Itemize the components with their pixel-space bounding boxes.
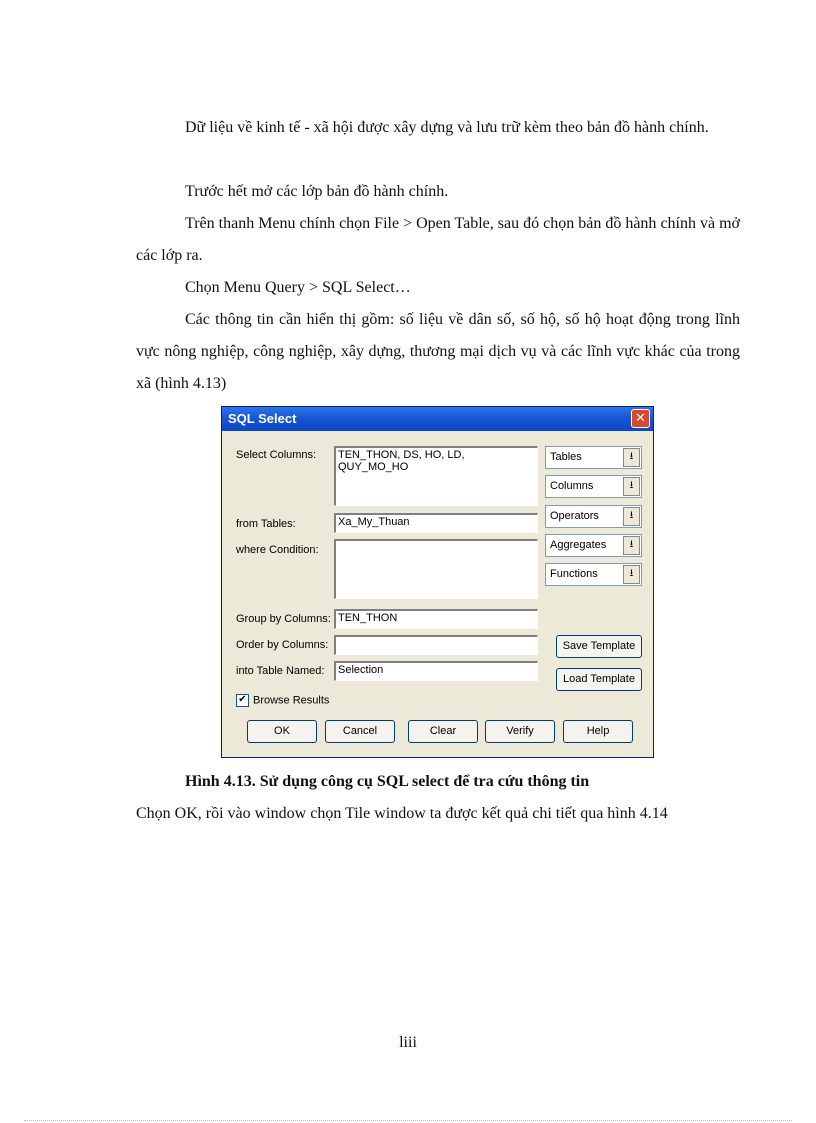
sql-select-dialog (221, 406, 654, 758)
page-bottom-divider (24, 1120, 792, 1121)
group-by-field[interactable]: TEN_THON (334, 609, 538, 629)
browse-results-checkbox[interactable]: ✔ (236, 694, 249, 707)
paragraph-query-menu: Chọn Menu Query > SQL Select… (185, 279, 411, 296)
select-columns-field[interactable]: TEN_THON, DS, HO, LD, QUY_MO_HO (334, 446, 538, 506)
clear-button[interactable]: Clear (408, 720, 478, 743)
page-number: liii (399, 1034, 417, 1051)
operators-dropdown-label: Operators (550, 510, 599, 522)
select-columns-label: Select Columns: (236, 449, 317, 461)
aggregates-dropdown[interactable] (545, 534, 642, 557)
browse-results-row[interactable] (236, 694, 329, 707)
paragraph-info-needed: Các thông tin cần hiển thị gồm: số liệu về dân số, số hộ, số hộ hoạt động trong lĩnh vực nông nghiệp, công nghiệp, xây dựng, thương mại dịch vụ và các lĩnh vực khác của trong xã (hình 4.13) (136, 311, 740, 392)
where-condition-field[interactable] (334, 539, 538, 599)
from-tables-label: from Tables: (236, 518, 296, 530)
paragraph-intro: Dữ liệu về kinh tế - xã hội được xây dựng và lưu trữ kèm theo bản đồ hành chính. (185, 119, 709, 136)
dropdown-arrow-icon[interactable]: ⭳ (623, 477, 640, 496)
load-template-button[interactable]: Load Template (556, 668, 642, 691)
order-by-label: Order by Columns: (236, 639, 329, 651)
cancel-button[interactable]: Cancel (325, 720, 395, 743)
paragraph-open-table: Trên thanh Menu chính chọn File > Open Table, sau đó chọn bản đồ hành chính và mở các lớp ra. (136, 215, 740, 264)
aggregates-dropdown-label: Aggregates (550, 539, 607, 551)
save-template-button[interactable]: Save Template (556, 635, 642, 658)
figure-caption: Hình 4.13. Sử dụng công cụ SQL select để tra cứu thông tin (185, 773, 590, 790)
into-table-label: into Table Named: (236, 665, 325, 677)
browse-results-label: Browse Results (253, 694, 330, 707)
dropdown-arrow-icon[interactable]: ⭳ (623, 448, 640, 467)
dropdown-arrow-icon[interactable]: ⭳ (623, 507, 640, 526)
help-button[interactable]: Help (563, 720, 633, 743)
dialog-titlebar[interactable] (222, 407, 653, 431)
verify-button[interactable]: Verify (485, 720, 555, 743)
tables-dropdown[interactable] (545, 446, 642, 469)
operators-dropdown[interactable] (545, 505, 642, 528)
group-by-label: Group by Columns: (236, 613, 331, 625)
dialog-title: SQL Select (228, 411, 297, 426)
tables-dropdown-label: Tables (550, 451, 582, 463)
ok-button[interactable]: OK (247, 720, 317, 743)
order-by-field[interactable] (334, 635, 538, 655)
columns-dropdown[interactable] (545, 475, 642, 498)
into-table-field[interactable]: Selection (334, 661, 538, 681)
functions-dropdown[interactable] (545, 563, 642, 586)
paragraph-open-layers: Trước hết mở các lớp bản đồ hành chính. (185, 183, 449, 200)
dropdown-arrow-icon[interactable]: ⭳ (623, 536, 640, 555)
paragraph-result: Chọn OK, rồi vào window chọn Tile window ta được kết quả chi tiết qua hình 4.14 (136, 805, 668, 822)
where-condition-label: where Condition: (236, 544, 319, 556)
functions-dropdown-label: Functions (550, 568, 598, 580)
from-tables-field[interactable]: Xa_My_Thuan (334, 513, 538, 533)
close-icon[interactable]: ✕ (631, 409, 650, 428)
dropdown-arrow-icon[interactable]: ⭳ (623, 565, 640, 584)
columns-dropdown-label: Columns (550, 480, 594, 492)
